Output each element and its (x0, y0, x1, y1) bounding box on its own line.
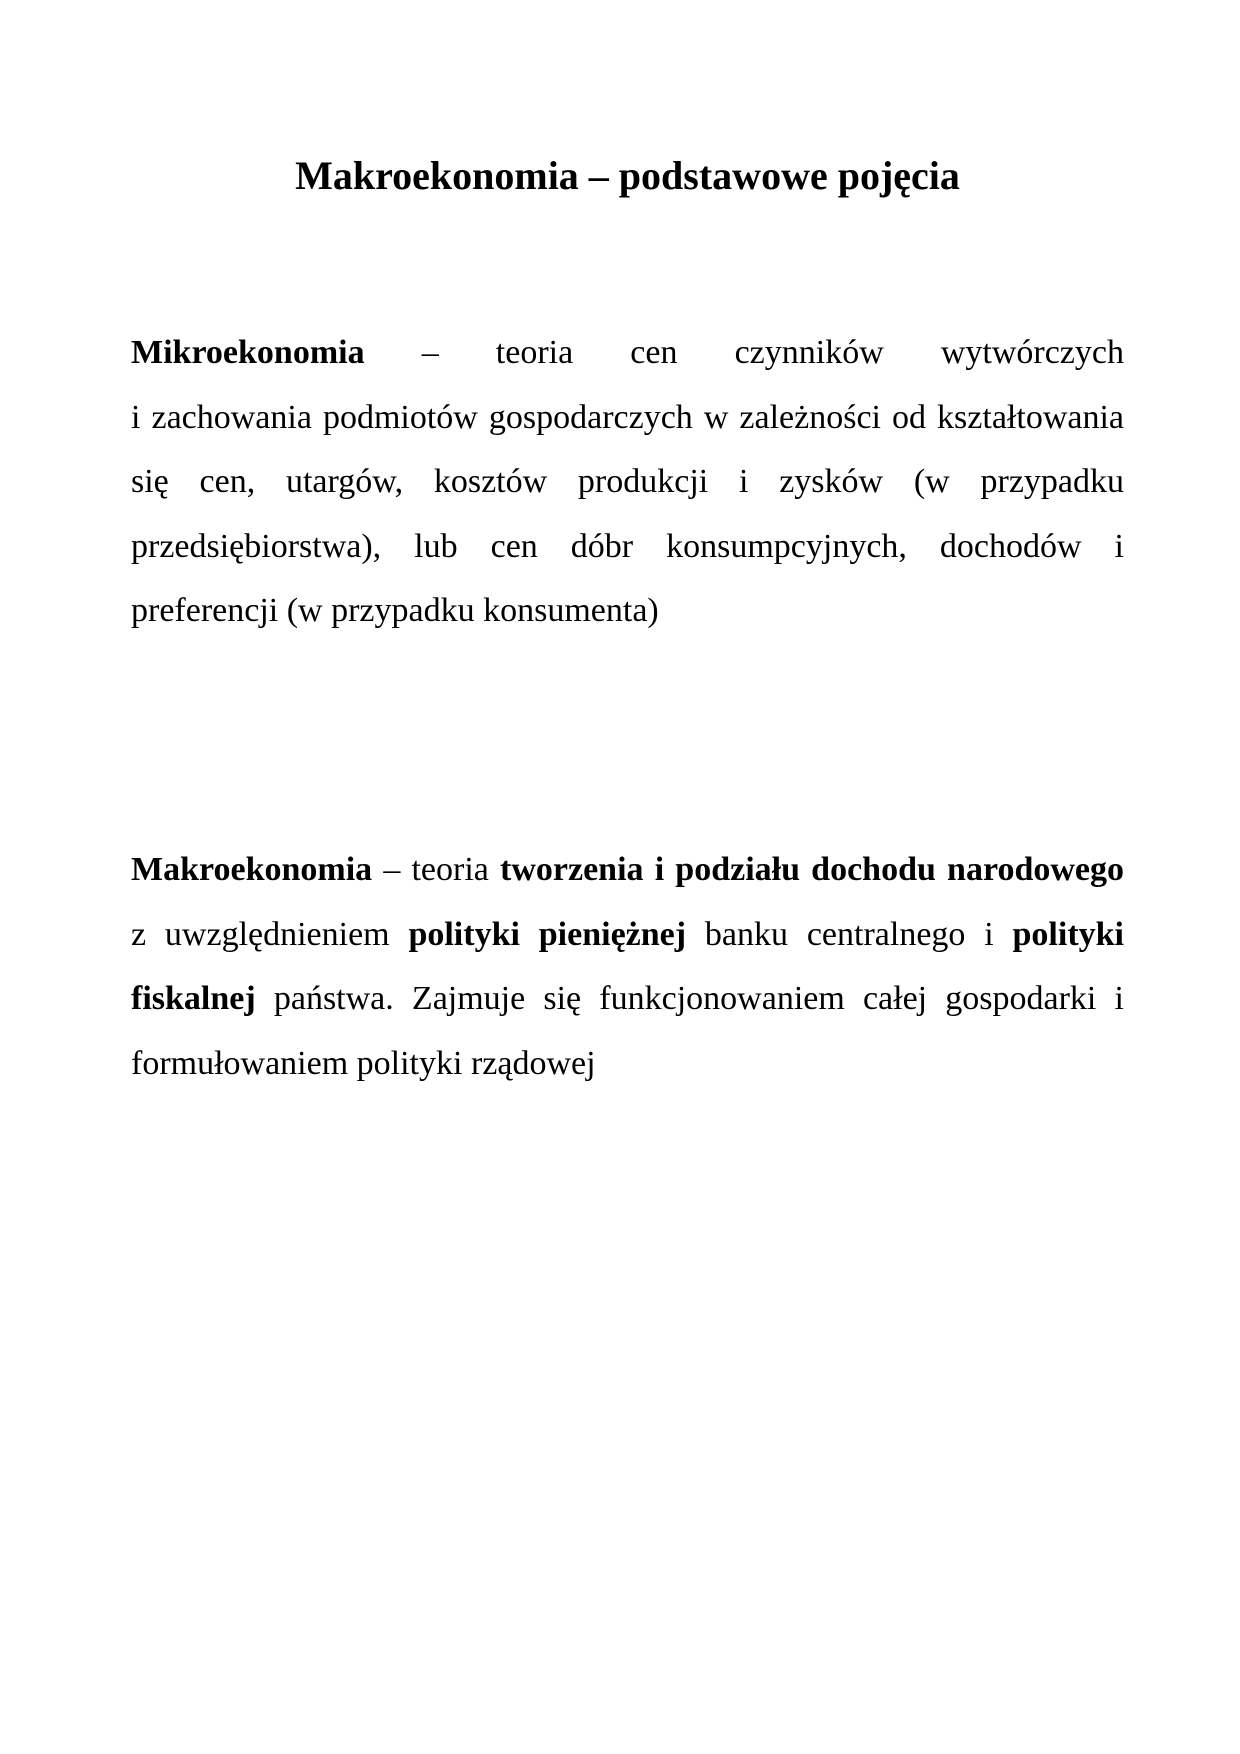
makroekonomia-definition (131, 838, 1124, 1096)
makroekonomia-bold-dochod: tworzenia i podziału dochodu narodowego (500, 851, 1124, 888)
makroekonomia-bold-pieniezna: polityki pieniężnej (408, 915, 687, 953)
mikroekonomia-line1-rest: teoria cen czynników wytwórczych (495, 334, 1124, 371)
mikroekonomia-definition (131, 321, 1124, 644)
mikroekonomia-term: Mikroekonomia (131, 334, 365, 371)
mikroekonomia-first-line (131, 321, 1124, 386)
makroekonomia-text-4: państwa. Zajmuje się funkcjonowaniem całej gospodarki i formułowaniem polityki rządowej (131, 980, 1124, 1082)
document-title: Makroekonomia – podstawowe pojęcia (295, 153, 960, 198)
mikroekonomia-dash: – (421, 334, 439, 371)
makroekonomia-text-2: z uwzględnieniem (131, 915, 409, 953)
makroekonomia-term: Makroekonomia (131, 851, 373, 888)
makroekonomia-bold-fiskalna: polityki fiskalnej (131, 915, 1124, 1017)
mikroekonomia-body: i zachowania podmiotów gospodarczych w zależności od kształtowania się cen, utargów, kosztów produkcji i zysków (w przypadku przedsiębiorstwa), lub cen dóbr konsumpcyjnych, dochodów i preferencji (w przypadku konsumenta) (131, 398, 1124, 629)
makroekonomia-text-3: banku centralnego i (686, 915, 1013, 953)
makroekonomia-text-1: – teoria (372, 851, 501, 888)
